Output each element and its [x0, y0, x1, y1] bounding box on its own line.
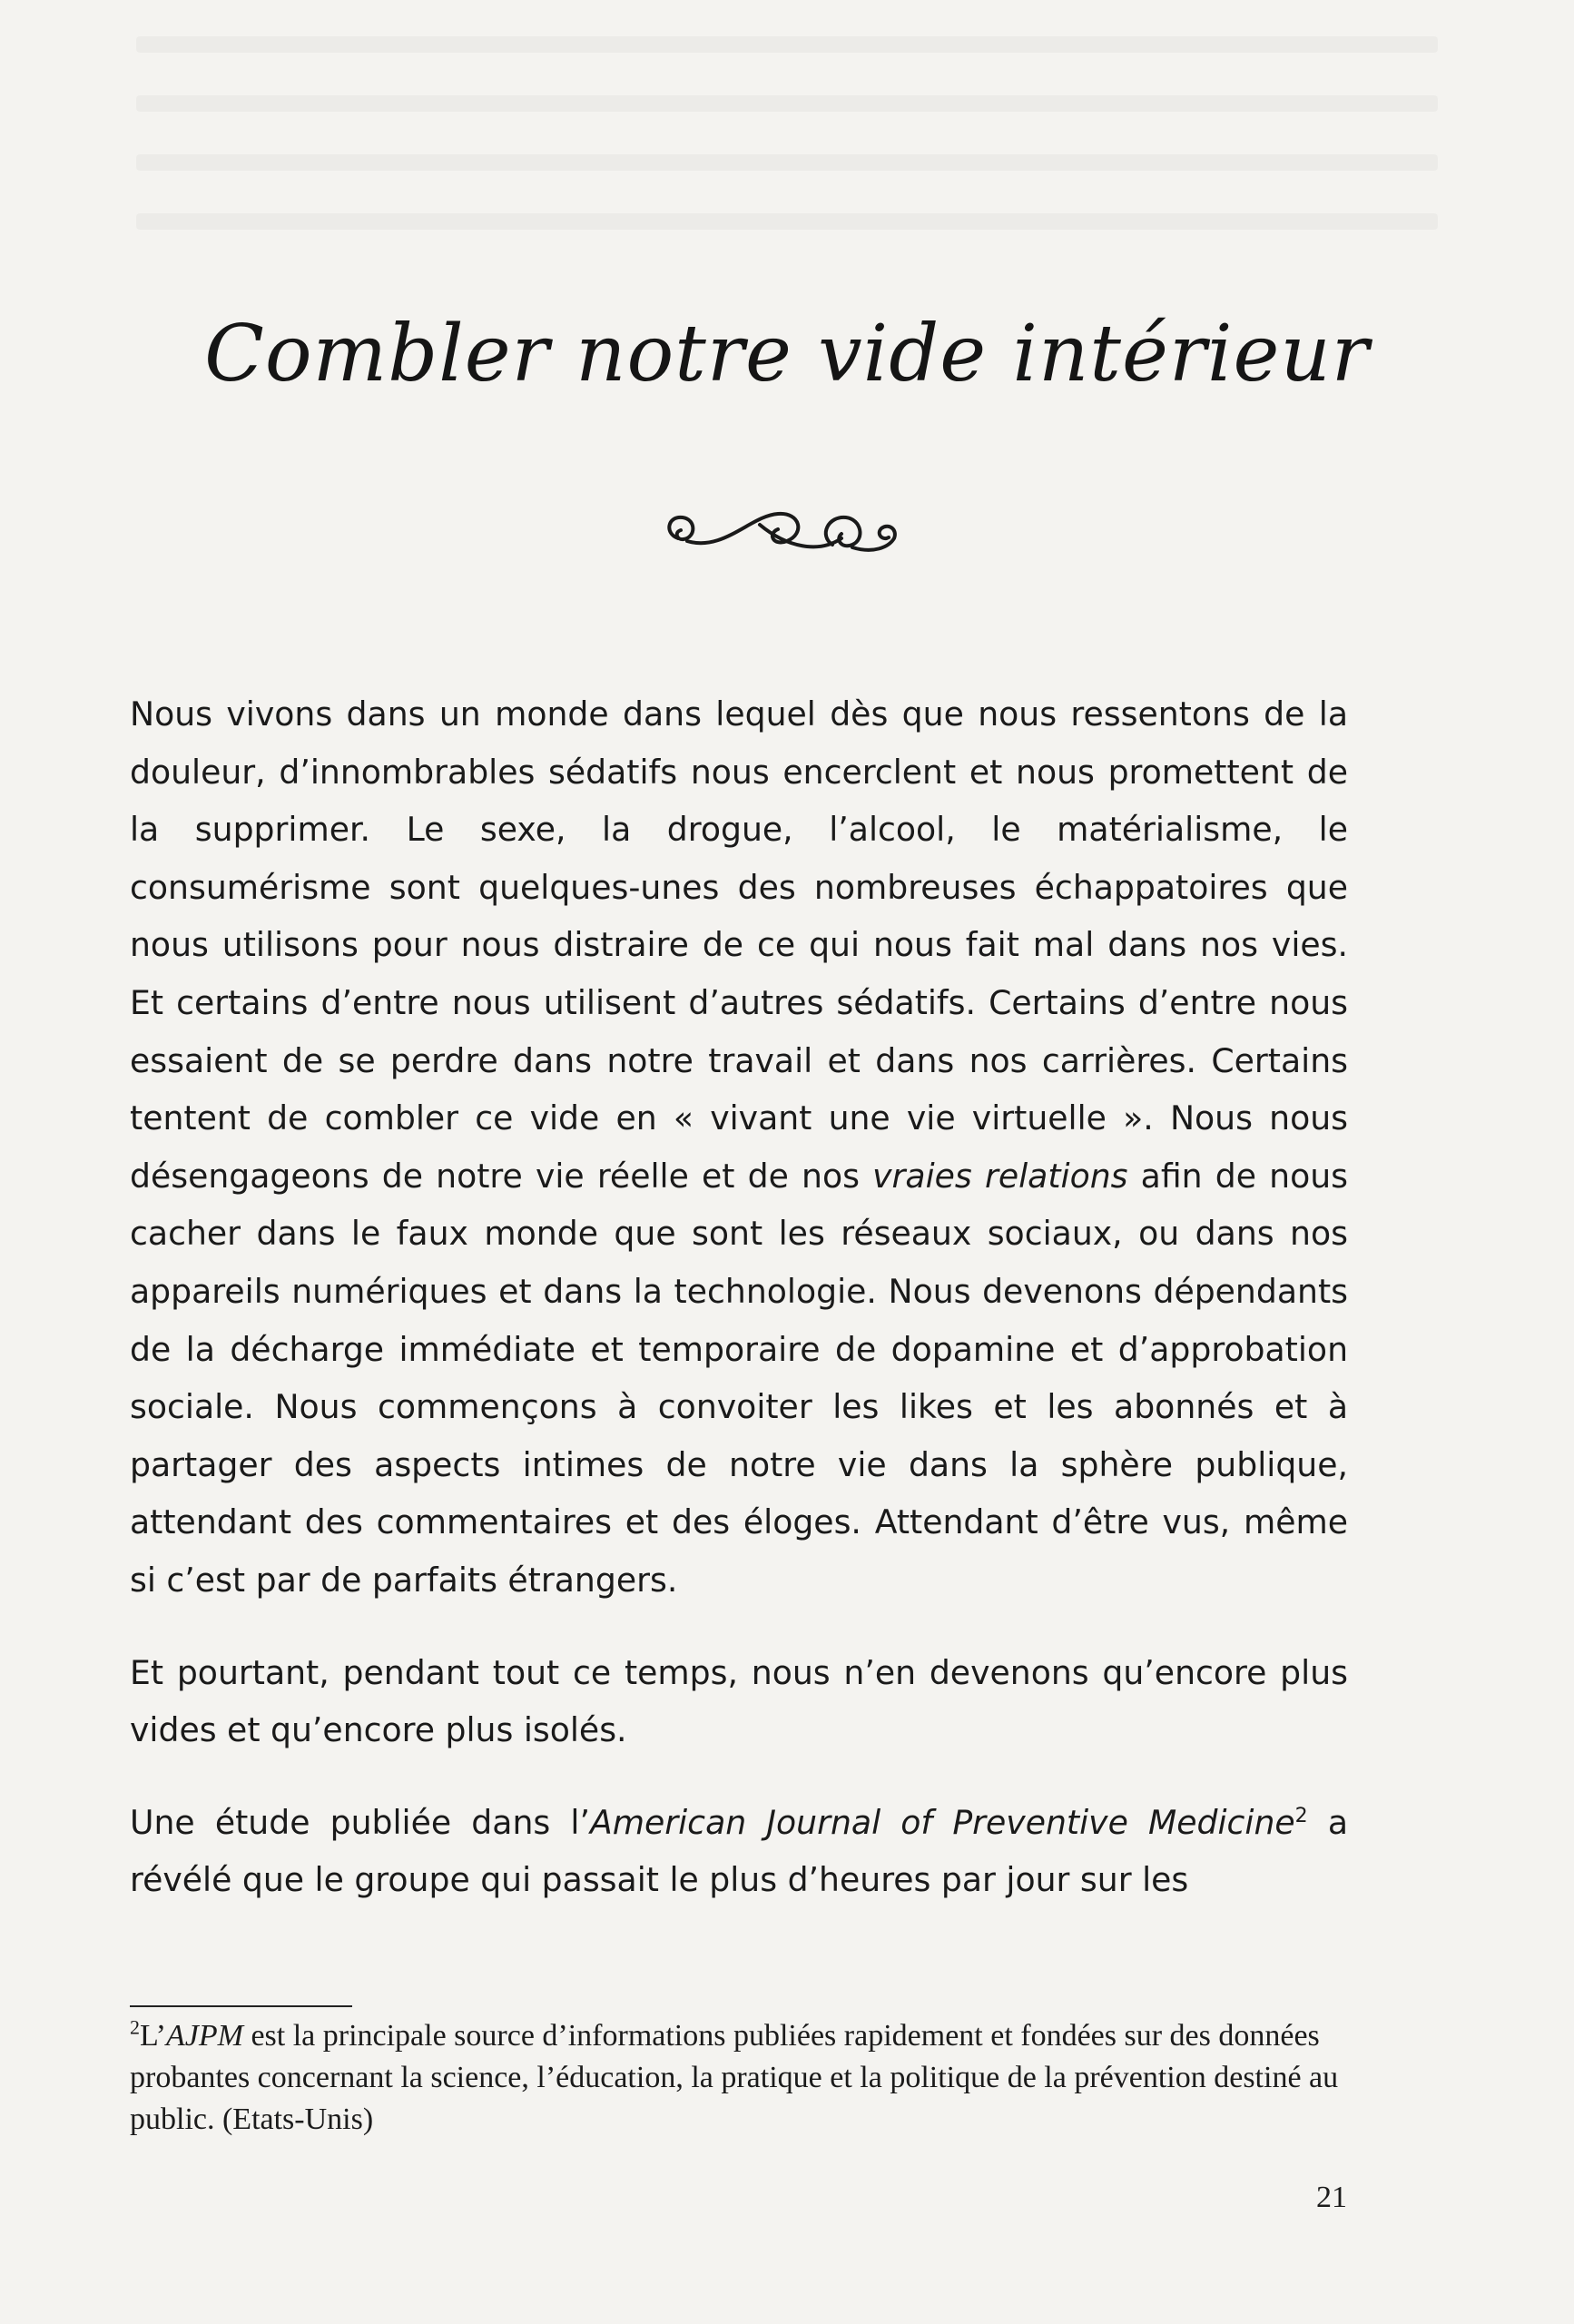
show-through-line: [136, 36, 1438, 53]
text-run: Une étude publiée dans l’: [130, 1802, 590, 1842]
footnote-divider: [130, 2005, 352, 2007]
show-through-line: [136, 154, 1438, 171]
chapter-title: Combler notre vide intérieur: [204, 309, 1370, 399]
text-run: Et pourtant, pendant tout ce temps, nous n’en devenons qu’encore plus vides et qu’encore plus isolés.: [130, 1652, 1348, 1750]
page-number: 21: [1316, 2181, 1347, 2214]
scroll-flourish-icon: [651, 497, 923, 570]
italic-text-run: vraies relations: [872, 1156, 1128, 1196]
text-run: a révélé que le groupe qui passait le plus d’heures par jour sur les: [130, 1802, 1348, 1900]
footnote-reference: 2: [1294, 1804, 1308, 1827]
footnote-prefix: L’: [140, 2019, 166, 2053]
show-through-line: [136, 213, 1438, 230]
footnote-marker: 2: [130, 2015, 140, 2039]
footnote-text: est la principale source d’informations publiées rapidement et fondées sur des données probantes concernant la science, l’éducation, la pratique et la politique de la prévention destiné au public. (Etats-Unis): [130, 2019, 1339, 2136]
paragraph: [130, 1644, 1348, 1759]
paragraph: [130, 685, 1348, 1610]
footnote: [130, 2015, 1355, 2141]
paragraph: [130, 1794, 1348, 1909]
show-through-line: [136, 95, 1438, 112]
journal-title: American Journal of Preventive Medicine: [589, 1802, 1295, 1842]
body-text: [130, 685, 1348, 1944]
footnote-abbreviation: AJPM: [165, 2019, 243, 2053]
text-run: Nous vivons dans un monde dans lequel dès que nous ressentons de la douleur, d’innombrables sédatifs nous encerclent et nous promettent de la supprimer. Le sexe, la drogue, l’alcool, le matérialisme, le consumérisme sont quelques-unes des nombreuses échappatoires que nous utilisons pour nous distraire de ce qui nous fait mal dans nos vies. Et certains d’entre nous utilisent d’autres sédatifs. Certains d’entre nous essaient de se perdre dans notre travail et dans nos carrières. Certains tentent de combler ce vide en « vivant une vie virtuelle ». Nous nous désengageons de notre vie réelle et de nos: [130, 694, 1348, 1196]
text-run: afin de nous cacher dans le faux monde que sont les réseaux sociaux, ou dans nos appareils numériques et dans la technologie. Nous devenons dépendants de la décharge immédiate et temporaire de dopamine et d’approbation sociale. Nous commençons à convoiter les likes et les abonnés et à partager des aspects intimes de notre vie dans la sphère publique, attendant des commentaires et des éloges. Attendant d’être vus, même si c’est par de parfaits étrangers.: [130, 1156, 1349, 1600]
